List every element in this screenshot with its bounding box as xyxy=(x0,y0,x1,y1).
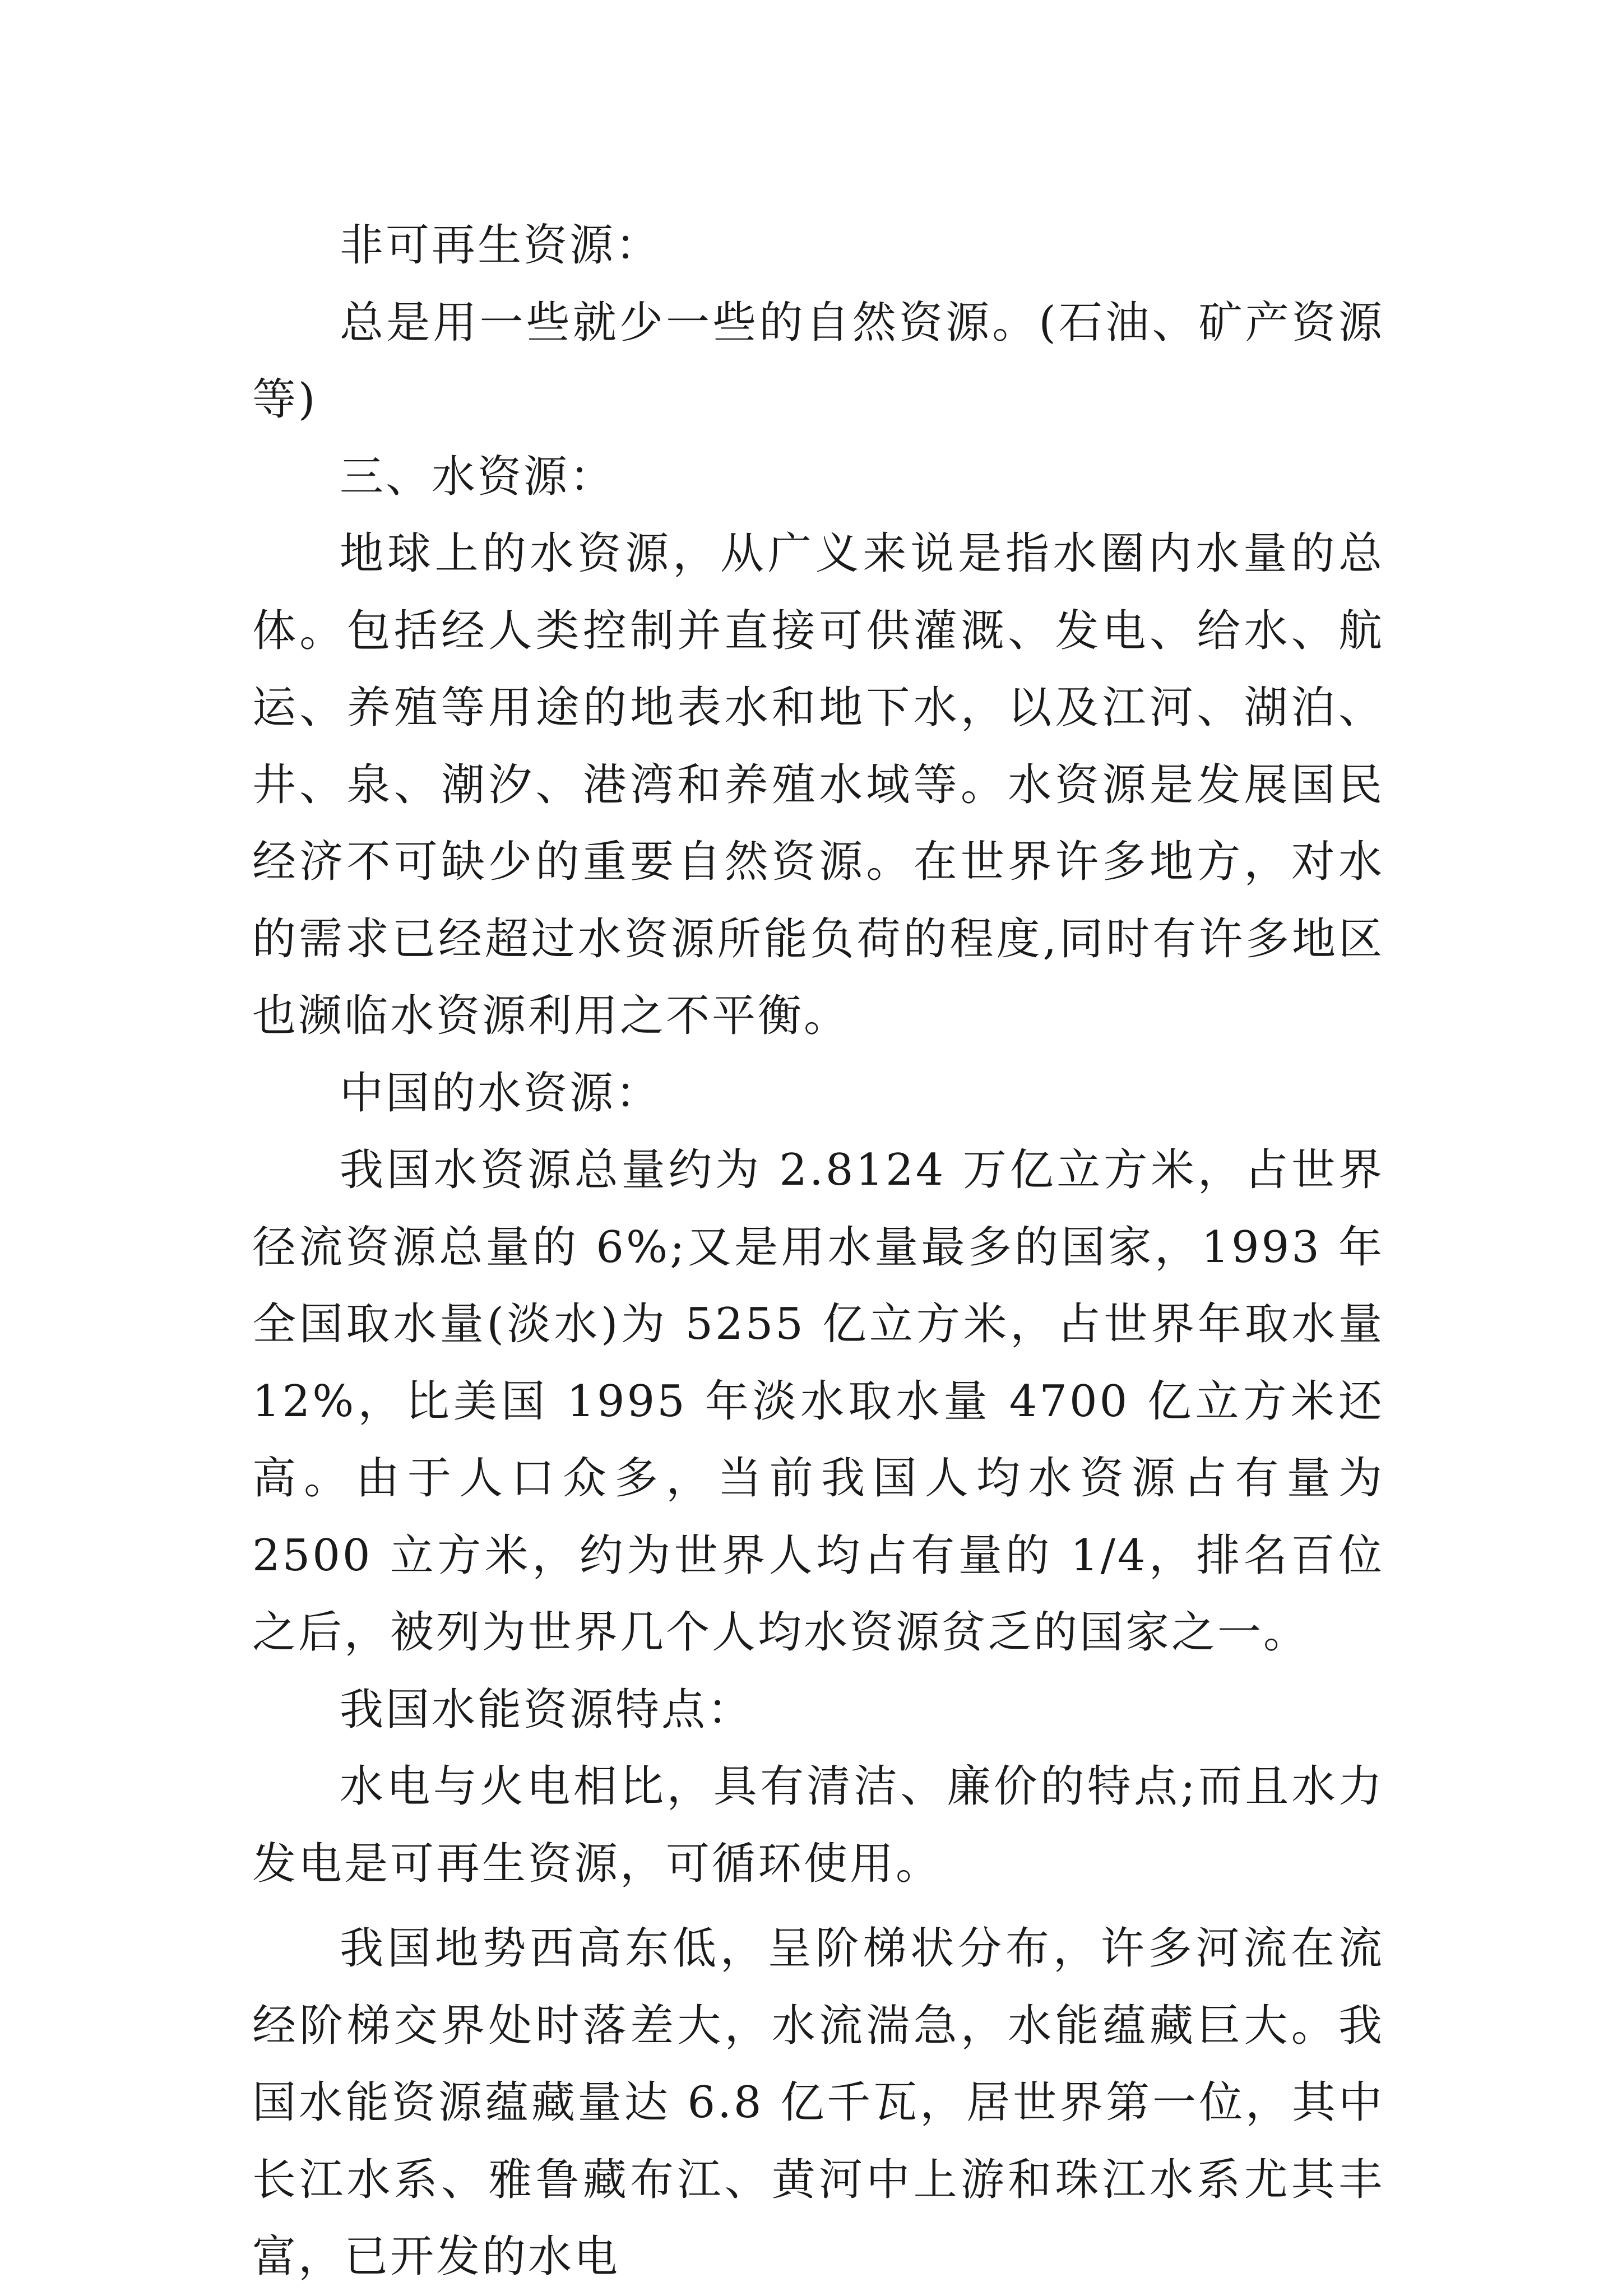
document-body xyxy=(252,207,1384,2296)
paragraph-water-resources-definition: 地球上的水资源，从广义来说是指水圈内水量的总体。包括经人类控制并直接可供灌溉、发电、给水、航运、养殖等用途的地表水和地下水，以及江河、湖泊、井、泉、潮汐、港湾和养殖水域等。水资源是发展国民经济不可缺少的重要自然资源。在世界许多地方，对水的需求已经超过水资源所能负荷的程度,同时有许多地区也濒临水资源利用之不平衡。 xyxy=(252,528,1384,1041)
paragraph-china-water-stats: 我国水资源总量约为 2.8124 万亿立方米，占世界径流资源总量的 6%;又是用水量最多的国家，1993 年全国取水量(淡水)为 5255 亿立方米，占世界年取水量 12%，比美国 1995 年淡水取水量 4700 亿立方米还高。由于人口众多，当前我国人均水资源占有量为 2500 立方米，约为世界人均占有量的 1/4，排名百位之后，被列为世界几个人均水资源贫乏的国家之一。 xyxy=(252,1145,1384,1658)
paragraph-heading-nonrenewable: 非可再生资源： xyxy=(340,220,662,271)
paragraph-heading-hydropower-features: 我国水能资源特点： xyxy=(340,1684,754,1735)
paragraph-nonrenewable-definition: 总是用一些就少一些的自然资源。(石油、矿产资源等) xyxy=(252,297,1384,425)
paragraph-heading-china-water: 中国的水资源： xyxy=(340,1068,662,1119)
paragraph-hydropower-vs-thermal: 水电与火电相比，具有清洁、廉价的特点;而且水力发电是可再生资源，可循环使用。 xyxy=(252,1761,1384,1889)
section-heading-water-resources: 三、水资源： xyxy=(340,451,616,502)
paragraph-terrain-hydropower: 我国地势西高东低，呈阶梯状分布，许多河流在流经阶梯交界处时落差大，水流湍急，水能蕴藏巨大。我国水能资源蕴藏量达 6.8 亿千瓦，居世界第一位，其中长江水系、雅鲁藏布江、黄河中上游和珠江水系尤其丰富，已开发的水电 xyxy=(252,1923,1384,2282)
